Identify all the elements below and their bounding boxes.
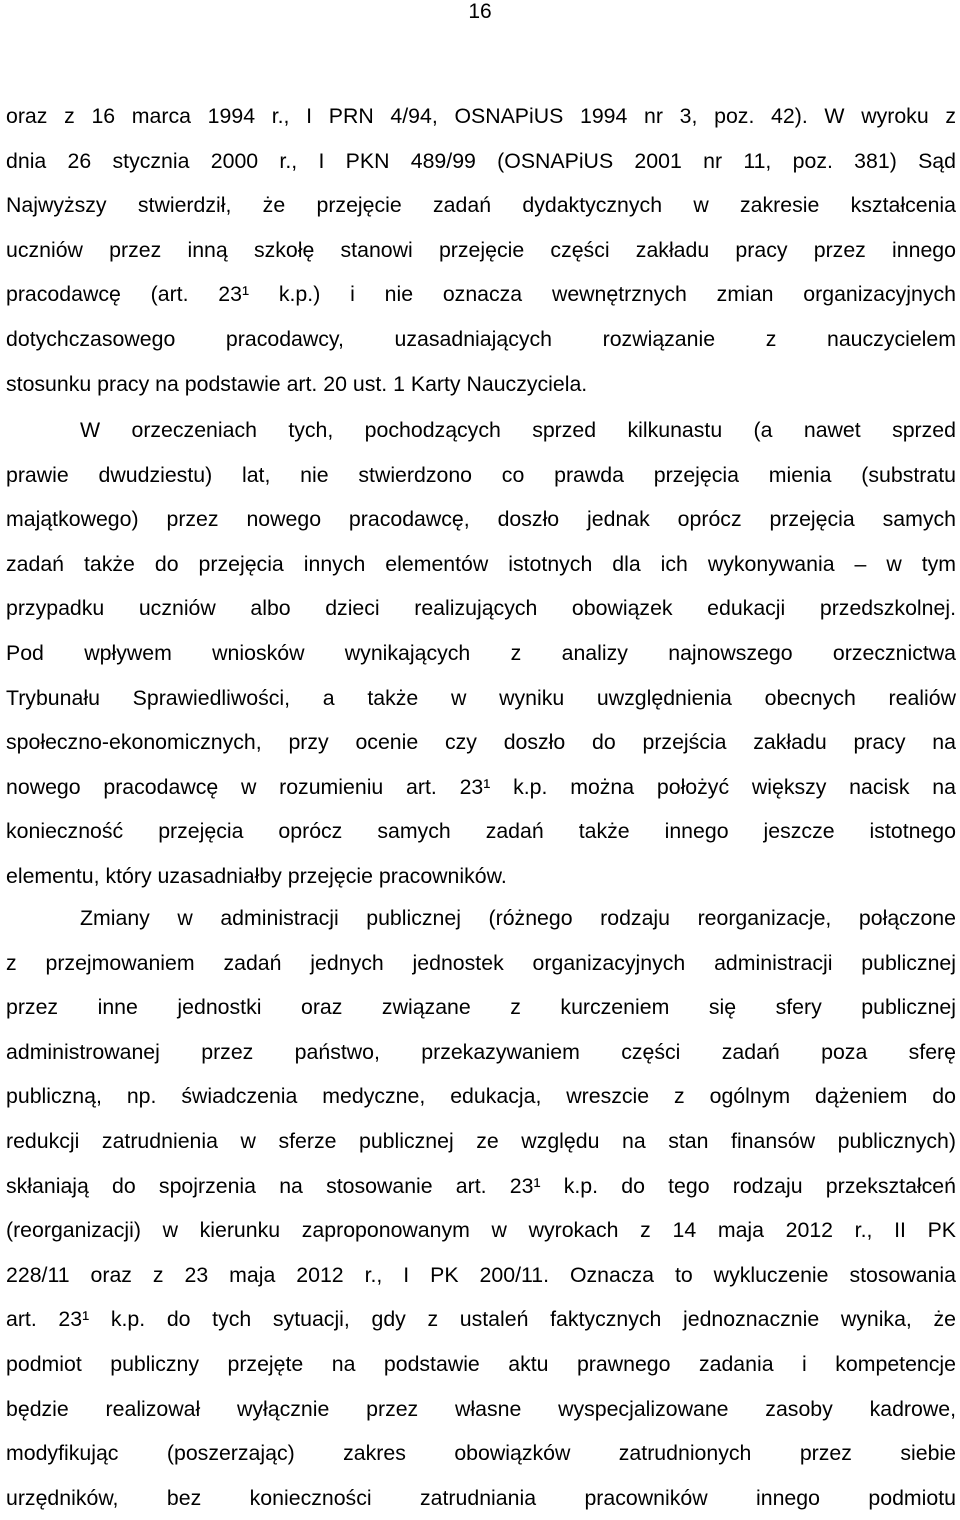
- text-line: przypadku uczniów albo dzieci realizujących obowiązek edukacji przedszkolnej.: [6, 596, 956, 621]
- paragraph-3: [6, 896, 956, 1520]
- page-number: 16: [468, 0, 492, 23]
- text-line: oraz z 16 marca 1994 r., I PRN 4/94, OSNAPiUS 1994 nr 3, poz. 42). W wyroku z: [6, 104, 956, 128]
- text-line: uczniów przez inną szkołę stanowi przejęcie części zakładu pracy przez innego: [6, 237, 956, 262]
- text-line: urzędników, bez konieczności zatrudniania pracowników innego podmiotu: [6, 1485, 956, 1510]
- text-line: zadań także do przejęcia innych elementów istotnych dla ich wykonywania – w tym: [6, 551, 956, 576]
- text-line: Zmiany w administracji publicznej (różnego rodzaju reorganizacje, połączone: [80, 906, 956, 930]
- text-line: nowego pracodawcę w rozumieniu art. 23¹ k.p. można położyć większy nacisk na: [6, 774, 956, 799]
- text-line: z przejmowaniem zadań jednych jednostek organizacyjnych administracji publicznej: [6, 950, 956, 975]
- text-line: Trybunału Sprawiedliwości, a także w wyniku uwzględnienia obecnych realiów: [6, 685, 956, 710]
- text-line: pracodawcę (art. 23¹ k.p.) i nie oznacza wewnętrznych zmian organizacyjnych: [6, 282, 956, 307]
- text-line: przez inne jednostki oraz związane z kurczeniem się sfery publicznej: [6, 995, 956, 1020]
- text-line: majątkowego) przez nowego pracodawcę, doszło jednak oprócz przejęcia samych: [6, 507, 956, 532]
- text-line: modyfikując (poszerzając) zakres obowiązków zatrudnionych przez siebie: [6, 1441, 956, 1466]
- text-line: stosunku pracy na podstawie art. 20 ust. 1 Karty Nauczyciela.: [6, 371, 588, 396]
- text-line: art. 23¹ k.p. do tych sytuacji, gdy z ustaleń faktycznych jednoznacznie wynika, że: [6, 1307, 956, 1332]
- text-line: dotychczasowego pracodawcy, uzasadniających rozwiązanie z nauczycielem: [6, 326, 956, 351]
- text-line: dnia 26 stycznia 2000 r., I PKN 489/99 (OSNAPiUS 2001 nr 11, poz. 381) Sąd: [6, 148, 956, 173]
- text-line: 228/11 oraz z 23 maja 2012 r., I PK 200/11. Oznacza to wykluczenie stosowania: [6, 1262, 956, 1287]
- text-line: Pod wpływem wniosków wynikających z analizy najnowszego orzecznictwa: [6, 640, 956, 665]
- text-line: społeczno-ekonomicznych, przy ocenie czy doszło do przejścia zakładu pracy na: [6, 730, 956, 755]
- paragraph-2: [6, 408, 956, 899]
- paragraph-1: [6, 94, 956, 406]
- text-line: redukcji zatrudnienia w sferze publicznej ze względu na stan finansów publicznych): [6, 1128, 956, 1153]
- text-line: (reorganizacji) w kierunku zaproponowanym w wyrokach z 14 maja 2012 r., II PK: [6, 1218, 956, 1243]
- text-line: będzie realizował wyłącznie przez własne wyspecjalizowane zasoby kadrowe,: [6, 1396, 956, 1421]
- text-line: skłaniają do spojrzenia na stosowanie art. 23¹ k.p. do tego rodzaju przekształceń: [6, 1173, 956, 1198]
- text-line: podmiot publiczny przejęte na podstawie aktu prawnego zadania i kompetencje: [6, 1351, 956, 1376]
- text-line: W orzeczeniach tych, pochodzących sprzed kilkunastu (a nawet sprzed: [80, 418, 956, 442]
- text-line: Najwyższy stwierdził, że przejęcie zadań dydaktycznych w zakresie kształcenia: [6, 193, 956, 218]
- text-line: prawie dwudziestu) lat, nie stwierdzono co prawda przejęcia mienia (substratu: [6, 462, 956, 487]
- text-line: administrowanej przez państwo, przekazywaniem części zadań poza sferę: [6, 1039, 956, 1064]
- text-line: publiczną, np. świadczenia medyczne, edukacja, wreszcie z ogólnym dążeniem do: [6, 1084, 956, 1109]
- text-line: konieczność przejęcia oprócz samych zadań także innego jeszcze istotnego: [6, 819, 956, 844]
- text-line: elementu, który uzasadniałby przejęcie pracowników.: [6, 863, 507, 888]
